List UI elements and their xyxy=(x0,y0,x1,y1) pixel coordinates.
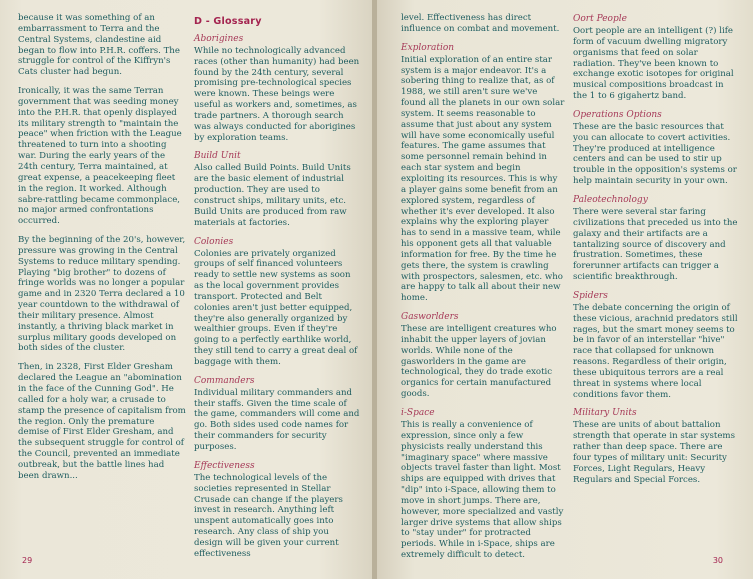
glossary-definition: There were several star faring civilizations that preceded us into the galaxy and their artifacts are a tantalizing source of discovery and frustration. Sometimes, these forerunner artifacts can trigger a scientific breakthrough. xyxy=(573,206,738,283)
glossary-term: Commanders xyxy=(194,375,255,386)
history-paragraph: Ironically, it was the same Terran government that was seeding money into the P.H.R. that openly displayed its military strength to "maintain the peace" when friction with the League threatened to turn into a shooting war. During the early years of the 24th century, Terra maintained, at great expense, a peacekeeping fleet in the region. It worked. Although sabre-rattling became commonplace, no major armed confrontations occurred. xyxy=(18,86,182,227)
glossary-term: Build Unit xyxy=(194,151,241,162)
glossary-column-3 xyxy=(573,13,739,494)
glossary-definition: While no technologically advanced races (other than humanity) had been found by the 24th century, several promising pre-technological species were known. These beings were useful as workers and, sometimes, as trade partners. A thorough search was always conducted for aborigines by exploration teams. xyxy=(194,45,360,143)
glossary-definition: Individual military commanders and their staffs. Given the time scale of the game, commanders will come and go. Both sides used code names for their commanders for security purposes. xyxy=(194,387,360,452)
history-paragraph: Then, in 2328, First Elder Gresham declared the League an "abomination in the face of the Cunning God". He called for a holy war, a crusade to stamp the presence of capitalism from the region. Only the premature demise of First Elder Gresham, and the subsequent struggle for control of the Council, prevented an immediate outbreak, but the battle lines had been drawn... xyxy=(18,362,186,481)
glossary-definition: Oort people are an intelligent (?) life form of vacuum dwelling migratory organisms that feed on solar radiation. They've been known to exchange exotic isotopes for original musical compositions broadcast in the 1 to 6 gigahertz band. xyxy=(573,26,734,102)
glossary-definition: These are units of about battalion strength that operate in star systems rather than deep space. There are four types of military unit: Security Forces, Light Regulars, Heavy Regulars and Special Forces. xyxy=(573,420,735,485)
glossary-definition: Also called Build Points. Build Units are the basic element of industrial production. They are used to construct ships, military units, etc. Build Units are produced from raw materials at factories. xyxy=(194,163,351,228)
glossary-column-2 xyxy=(401,13,565,569)
glossary-definition: These are intelligent creatures who inhabit the upper layers of jovian worlds. While none of the gasworlders in the game are technological, they do trade exotic organics for certain manufactured goods. xyxy=(401,324,557,400)
glossary-definition: These are the basic resources that you can allocate to covert activities. They're produced at intelligence centers and can be used to stir up trouble in the opposition's systems or help maintain security in your own. xyxy=(573,121,737,187)
glossary-term: i-Space xyxy=(401,408,435,418)
glossary-term: Colonies xyxy=(194,236,234,247)
glossary-column-1 xyxy=(194,13,360,568)
glossary-definition: The technological levels of the societies represented in Stellar Crusade can change if the players invest in research. Anything left unspent automatically goes into research. Any class of ship you design will be given your current effectiveness xyxy=(194,472,343,559)
page-number-left: 29 xyxy=(22,556,33,565)
glossary-definition: level. Effectiveness has direct influence on combat and movement. xyxy=(401,13,560,34)
right-page xyxy=(377,0,753,579)
history-paragraph: because it was something of an embarrassment to Terra and the Central Systems, clandestine aid began to flow into P.H.R. coffers. The struggle for control of the Kiffryn's Cats cluster had begun. xyxy=(18,13,180,78)
glossary-definition: Colonies are privately organized groups of self financed volunteers ready to settle new systems as soon as the local government provides transport. Protected and Belt colonies aren't just better equipped, they're also generally organized by wealthier groups. Even if they're going to a perfectly earthlike world, they still tend to carry a great deal of baggage with them. xyxy=(194,248,358,367)
glossary-term: Military Units xyxy=(573,408,637,419)
glossary-heading: D - Glossary xyxy=(194,16,262,27)
glossary-term: Operations Options xyxy=(573,109,662,120)
glossary-term: Gasworlders xyxy=(401,312,459,323)
glossary-definition: Initial exploration of an entire star system is a major endeavor. It's a sobering thing to realize that, as of 1988, we still aren't sure we've found all the planets in our own solar system. It seems reasonable to assume that just about any system will have some economically useful features. The game assumes that some personnel remain behind in each star system and begin exploiting its resources. This is why a player gains some benefit from an explored system, regardless of whether it's ever developed. It also explains why the exploring player has to send in a massive team, while his opponent gets all that valuable information for free. By the time he gets there, the system is crawling with prospectors, salesmen, etc. who are happy to talk all about their new home. xyxy=(401,54,565,304)
glossary-term: Aborigines xyxy=(194,33,244,44)
glossary-term: Effectiveness xyxy=(194,460,255,471)
glossary-term: Oort People xyxy=(573,14,627,24)
glossary-definition: The debate concerning the origin of these vicious, arachnid predators still rages, but the smart money seems to be in favor of an interstellar "hive" race that collapsed for unknown reasons. Regardless of their origin, these ubiquitous terrors are a real threat in systems where local conditions favor them. xyxy=(573,302,738,400)
history-paragraph: By the beginning of the 20's, however, pressure was growing in the Central Systems to reduce military spending. Playing "big brother" to dozens of fringe worlds was no longer a popular game and in 2320 Terra declared a 10 year countdown to the withdrawal of their military presence. Almost instantly, a thriving black market in surplus military goods developed on both sides of the cluster. xyxy=(18,235,186,354)
page-number-right: 30 xyxy=(712,556,723,565)
left-page xyxy=(0,0,374,579)
glossary-term: Exploration xyxy=(401,42,455,53)
history-column xyxy=(18,13,186,490)
glossary-term: Paleotechnology xyxy=(573,194,648,205)
glossary-term: Spiders xyxy=(573,290,608,301)
glossary-definition: This is really a convenience of expression, since only a few physicists really understand this "imaginary space" where massive objects travel faster than light. Most ships are equipped with drives that "dip" into i-Space, allowing them to move in short jumps. There are, however, more specialized and vastly larger drive systems that allow ships to "stay under" for protracted periods. While in i-Space, ships are extremely difficult to detect. xyxy=(401,420,564,561)
